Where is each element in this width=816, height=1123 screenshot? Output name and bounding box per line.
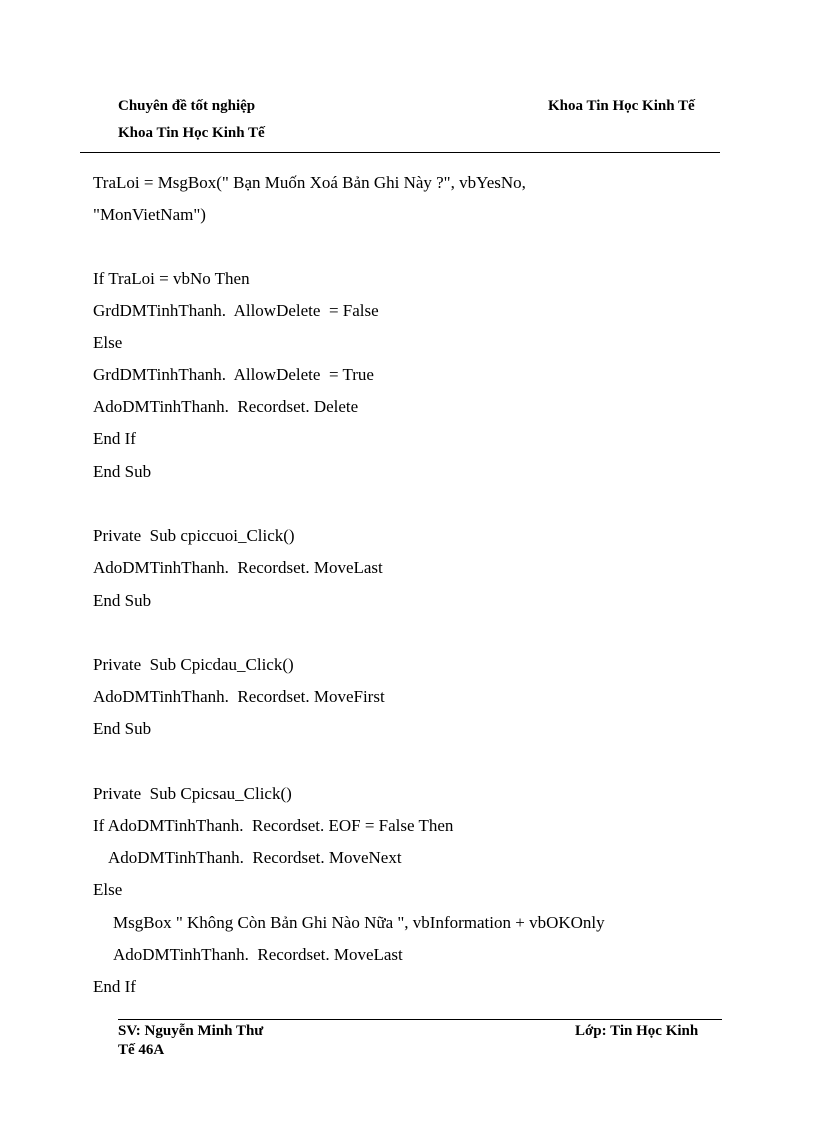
header-subtitle-left: Khoa Tin Học Kinh Tế <box>118 125 265 141</box>
code-line: Private Sub cpiccuoi_Click() <box>93 526 295 545</box>
code-line: End If <box>93 429 136 448</box>
code-line: AdoDMTinhThanh. Recordset. MoveFirst <box>93 687 385 706</box>
code-line: AdoDMTinhThanh. Recordset. MoveNext <box>108 848 402 867</box>
header-title-left: Chuyên đề tốt nghiệp <box>118 98 256 114</box>
code-line: End Sub <box>93 719 152 738</box>
footer-class: Lớp: Tin Học Kinh <box>575 1023 699 1039</box>
code-line: Else <box>93 333 123 352</box>
code-line: GrdDMTinhThanh. AllowDelete = True <box>93 365 374 384</box>
footer-class-continued: Tế 46A <box>118 1042 165 1058</box>
code-line: TraLoi = MsgBox(" Bạn Muốn Xoá Bản Ghi Này ?", vbYesNo, <box>93 173 526 192</box>
code-line: Private Sub Cpicdau_Click() <box>93 655 294 674</box>
code-line: AdoDMTinhThanh. Recordset. Delete <box>93 397 359 416</box>
code-line: MsgBox " Không Còn Bản Ghi Nào Nữa ", vbInformation + vbOKOnly <box>113 913 605 932</box>
header-divider <box>80 152 720 153</box>
footer-student: SV: Nguyễn Minh Thư <box>118 1023 264 1039</box>
code-line: Private Sub Cpicsau_Click() <box>93 784 292 803</box>
code-line: "MonVietNam") <box>93 205 206 224</box>
code-line: AdoDMTinhThanh. Recordset. MoveLast <box>113 945 403 964</box>
code-line: End If <box>93 977 136 996</box>
code-line: If AdoDMTinhThanh. Recordset. EOF = False Then <box>93 816 454 835</box>
code-line: End Sub <box>93 462 152 481</box>
footer-divider <box>118 1019 722 1020</box>
code-line: GrdDMTinhThanh. AllowDelete = False <box>93 301 379 320</box>
code-line: If TraLoi = vbNo Then <box>93 269 250 288</box>
code-line: Else <box>93 880 123 899</box>
code-line: End Sub <box>93 591 152 610</box>
code-line: AdoDMTinhThanh. Recordset. MoveLast <box>93 558 383 577</box>
header-title-right: Khoa Tin Học Kinh Tế <box>548 98 695 114</box>
